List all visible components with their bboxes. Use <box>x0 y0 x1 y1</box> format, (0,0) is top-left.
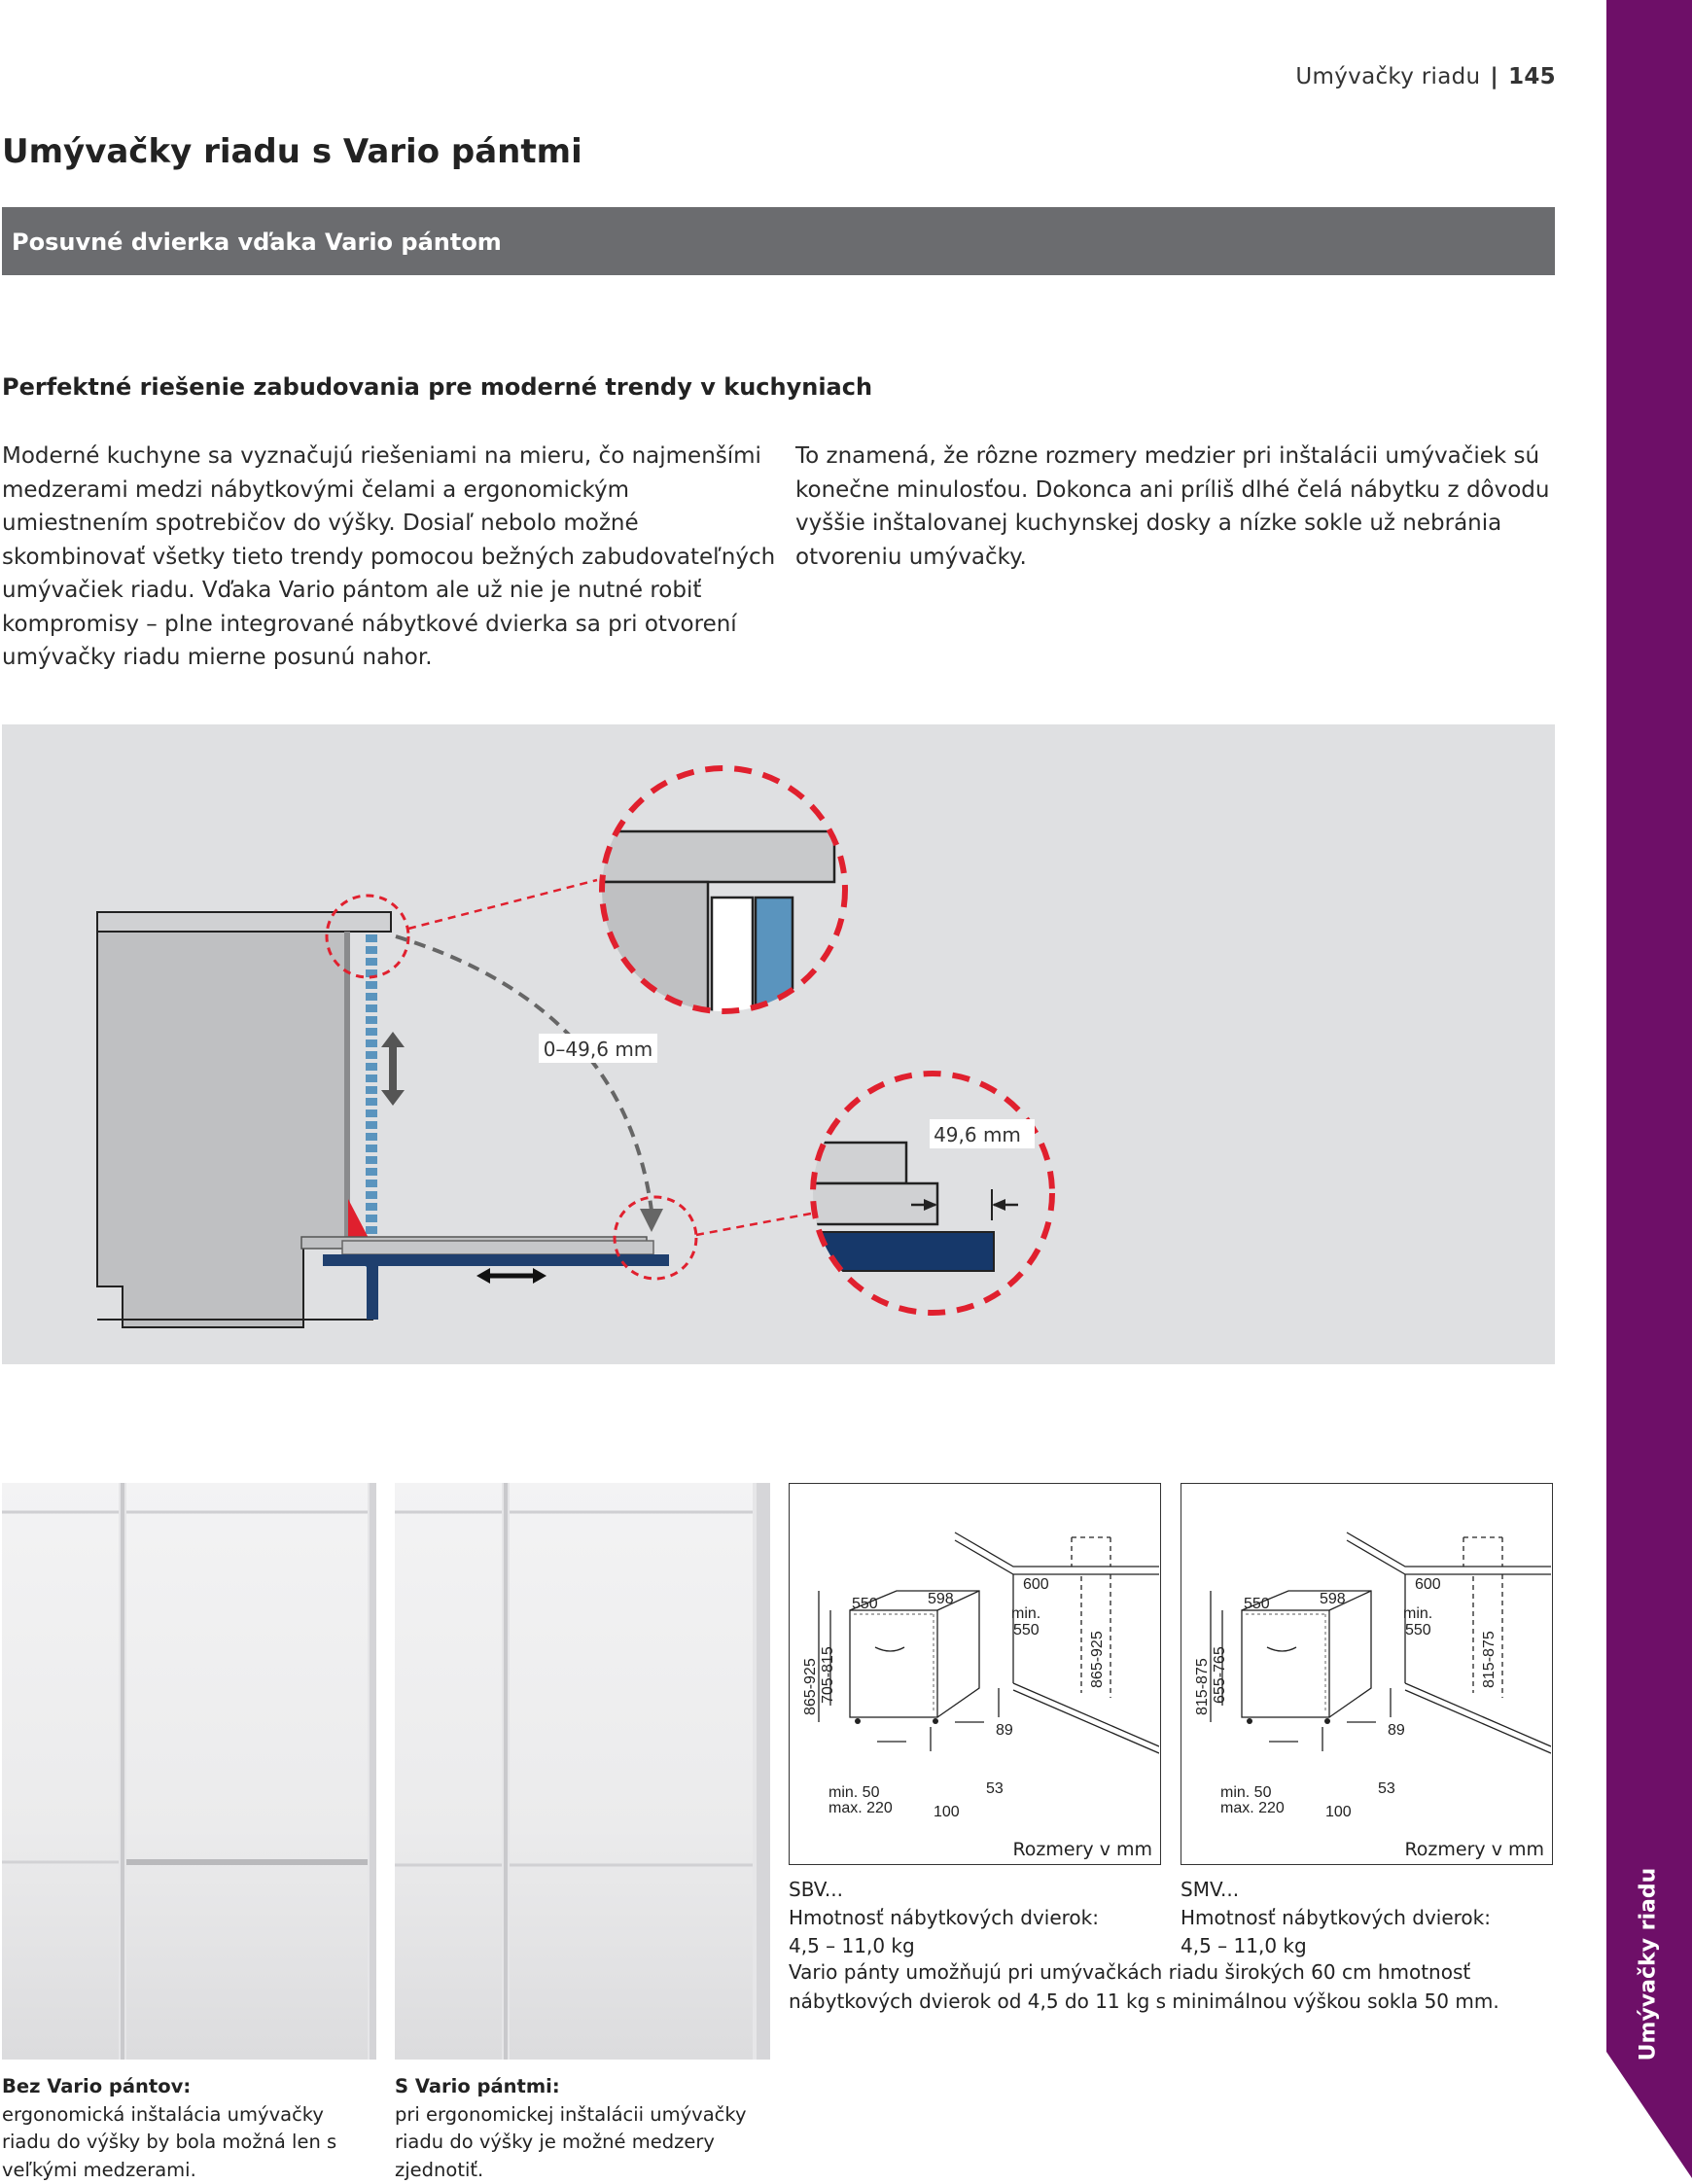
intro-paragraph-right: To znamená, že rôzne rozmery medzier pri inštalácii umývačiek sú konečne minulosťou. Dokonca ani príliš dlhé čelá nábytku z dôvodu vyššie inštalovanej kuchynskej dosky a nízke sokle už nebránia otvoreniu umývačky. <box>795 443 1550 570</box>
vario-note: Vario pánty umožňujú pri umývačkách riadu širokých 60 cm hmotnosť nábytkových dvierok od 4,5 do 11 kg s minimálnou výškou sokla 50 mm. <box>789 1960 1499 2013</box>
spec-sbv-weight-label: Hmotnosť nábytkových dvierok: <box>789 1906 1099 1929</box>
svg-text:550: 550 <box>1013 1622 1040 1638</box>
section-bar-title: Posuvné dvierka vďaka Vario pántom <box>12 229 502 256</box>
svg-text:min. 50: min. 50 <box>1220 1784 1272 1801</box>
svg-text:550: 550 <box>1405 1622 1431 1638</box>
svg-text:705-815: 705-815 <box>820 1646 836 1704</box>
caption-right-title: S Vario pántmi: <box>395 2075 560 2097</box>
running-head-section: Umývačky riadu <box>1295 64 1481 89</box>
svg-text:550: 550 <box>1244 1596 1270 1612</box>
svg-text:min.: min. <box>1403 1605 1433 1622</box>
caption-with-vario <box>395 2073 764 2184</box>
spec-smv-weight-label: Hmotnosť nábytkových dvierok: <box>1181 1906 1491 1929</box>
kitchen-photo-with-vario <box>395 1483 770 2060</box>
svg-text:598: 598 <box>1320 1591 1346 1607</box>
svg-text:100: 100 <box>934 1804 960 1820</box>
svg-text:815-875: 815-875 <box>1194 1658 1211 1715</box>
caption-left-title: Bez Vario pántov: <box>2 2075 192 2097</box>
worktop <box>97 912 391 932</box>
hinge-diagram-drawing <box>2 724 1555 1364</box>
caption-without-vario <box>2 2073 362 2184</box>
intro-paragraph-left: Moderné kuchyne sa vyznačujú riešeniami na mieru, čo najmenšími medzerami medzi nábytkovými čelami a ergonomickým umiestnením spotrebičov do výšky. Dosiaľ nebolo možné skombinovať všetky tieto trendy pomocou bežných zabudovateľných umývačiek riadu. Vďaka Vario pántom ale už nie je nutné robiť kompromisy – plne integrované nábytkové dvierka sa pri otvorení umývačky riadu mierne posunú nahor. <box>2 443 776 670</box>
kitchen-photo-without-vario <box>2 1483 376 2060</box>
svg-text:89: 89 <box>1388 1722 1405 1739</box>
horizontal-arrow <box>476 1268 546 1284</box>
gap-label: 49,6 mm <box>934 1123 1021 1146</box>
svg-text:550: 550 <box>852 1596 878 1612</box>
spec-sbv-weight-value: 4,5 – 11,0 kg <box>789 1934 915 1957</box>
svg-text:53: 53 <box>986 1780 1004 1797</box>
sidebar-label: Umývačky riadu <box>1636 1867 1661 2061</box>
page-number: 145 <box>1508 64 1556 89</box>
svg-text:865-925: 865-925 <box>1089 1631 1106 1688</box>
svg-text:600: 600 <box>1023 1576 1049 1593</box>
svg-text:865-925: 865-925 <box>802 1658 819 1715</box>
spec-drawing-smv <box>1181 1483 1553 1865</box>
range-label: 0–49,6 mm <box>543 1038 653 1061</box>
spec-sbv-model: SBV... <box>789 1878 843 1901</box>
spec-sbv-info <box>789 1876 1168 1960</box>
caption-left-text: ergonomická inštalácia umývačky riadu do výšky by bola možná len s veľkými medzerami. <box>2 2102 337 2181</box>
svg-text:100: 100 <box>1325 1804 1352 1820</box>
hinge-diagram <box>2 724 1555 1364</box>
page-title: Umývačky riadu s Vario pántmi <box>2 132 582 171</box>
svg-text:598: 598 <box>928 1591 954 1607</box>
svg-text:815-875: 815-875 <box>1481 1631 1498 1688</box>
zoom-detail-top <box>585 768 845 1034</box>
svg-text:53: 53 <box>1378 1780 1395 1797</box>
svg-text:655-765: 655-765 <box>1212 1646 1228 1704</box>
section-bar <box>2 207 1555 275</box>
spec-smv-weight-value: 4,5 – 11,0 kg <box>1181 1934 1307 1957</box>
spec-smv-model: SMV... <box>1181 1878 1240 1901</box>
open-door-panel <box>323 1254 669 1266</box>
caption-right-text: pri ergonomickej inštalácii umývačky riadu do výšky je možné medzery zjednotiť. <box>395 2102 747 2181</box>
svg-text:min. 50: min. 50 <box>828 1784 880 1801</box>
svg-text:600: 600 <box>1415 1576 1441 1593</box>
svg-text:max. 220: max. 220 <box>828 1800 893 1816</box>
spec-smv-units: Rozmery v mm <box>1404 1839 1544 1860</box>
running-head: Umývačky riadu | 145 <box>1295 64 1556 89</box>
vertical-arrow <box>381 1032 405 1106</box>
spec-smv-info <box>1181 1876 1560 1960</box>
spec-sbv-units: Rozmery v mm <box>1012 1839 1152 1860</box>
svg-text:max. 220: max. 220 <box>1220 1800 1285 1816</box>
intro-heading: Perfektné riešenie zabudovania pre moderné trendy v kuchyniach <box>2 373 873 401</box>
svg-text:89: 89 <box>996 1722 1013 1739</box>
spec-drawing-sbv <box>789 1483 1161 1865</box>
dishwasher-body <box>97 932 348 1327</box>
svg-text:min.: min. <box>1011 1605 1041 1622</box>
